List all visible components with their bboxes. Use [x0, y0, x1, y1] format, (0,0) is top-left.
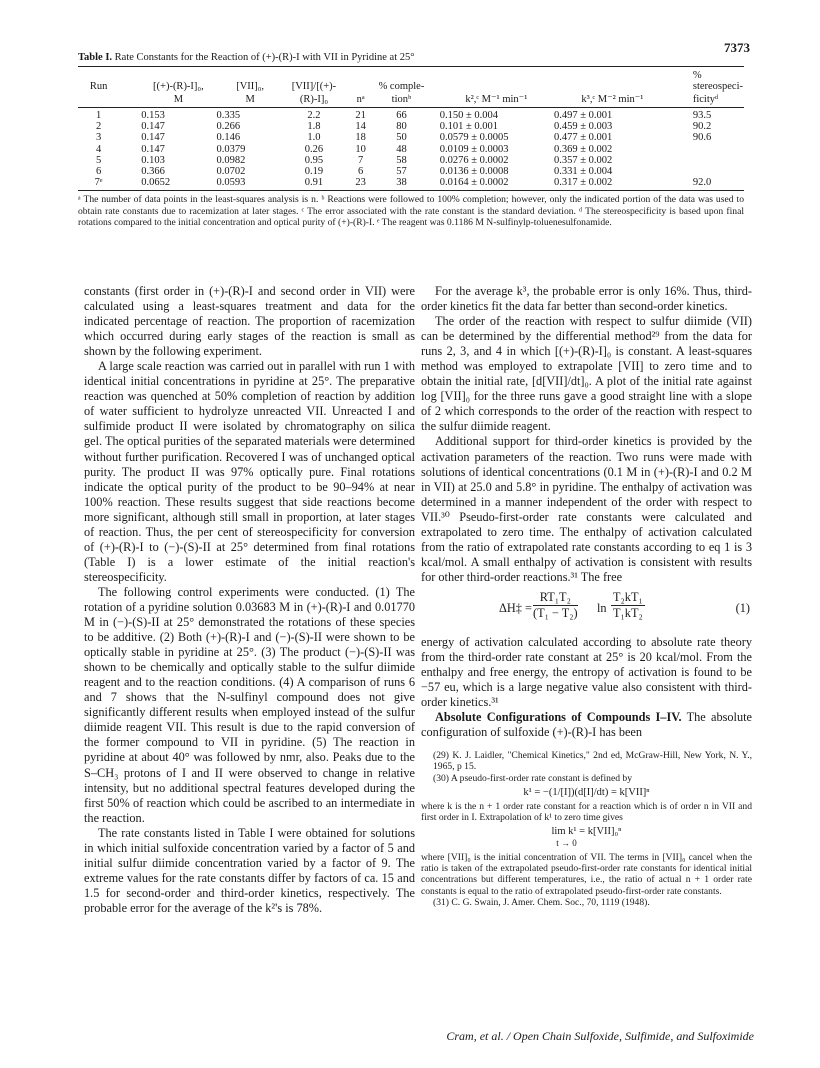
- equation-lhs: ΔH‡ =: [499, 600, 532, 615]
- column-header: (R)-I]₀: [284, 93, 344, 108]
- column-header-top: [(+)-(R)-I]₀,: [119, 67, 216, 94]
- table-cell: 0.147: [141, 132, 165, 144]
- table-cell: 80: [396, 121, 407, 133]
- table-body: [78, 108, 744, 191]
- table-cell: 0.19: [304, 166, 324, 178]
- table-cell: 0.0136 ± 0.0008: [439, 166, 509, 178]
- table-row: [78, 177, 744, 191]
- equation-number: (1): [735, 600, 750, 615]
- column-header: tionᵇ: [377, 93, 425, 108]
- table-cell: 2.2: [307, 110, 321, 121]
- table-row: [78, 121, 744, 132]
- paragraph: The order of the reaction with respect to sulfur diimide (VII) can be determined by the differential method²⁹ from the data for runs 2, 3, and 4 in which [(+)-(R)-I]₀ is constant. A least-squares method was employed to extrapolate [VII] to zero time and to obtain the initial rate, [d[VII]/dt]₀. A plot of the initial rate against log [VII]₀ for the three runs gave a good straight line with a slope of 2 which corresponds to the order of the reaction with respect to the sulfur diimide reagent.: [421, 314, 752, 434]
- table-label: Table I.: [78, 52, 113, 63]
- table-cell: 0.147: [141, 143, 165, 155]
- table-cell: 21: [355, 110, 366, 121]
- equation-numerator: T₂kT₁: [611, 590, 645, 606]
- table-cell: 0.0109 ± 0.0003: [439, 143, 509, 155]
- table-cell: 0.26: [304, 143, 324, 155]
- table-cell: 50: [396, 132, 407, 144]
- column-header: ficityᵈ: [671, 93, 744, 108]
- table-row: [78, 108, 744, 122]
- table-cell: 0.335: [216, 110, 241, 121]
- equation-1: [421, 590, 752, 630]
- section-heading: Absolute Configurations of Compounds I–IV.: [435, 710, 682, 725]
- reference-31: (31) C. G. Swain, J. Amer. Chem. Soc., 70, 1119 (1948).: [433, 896, 650, 908]
- table-caption: [78, 52, 744, 63]
- column-header: k²,ᶜ M⁻¹ min⁻¹: [426, 93, 554, 108]
- table-cell: 0.0579 ± 0.0005: [439, 132, 509, 144]
- equation-fraction-1: [533, 590, 578, 621]
- right-column: [421, 284, 752, 908]
- table-cell: 93.5: [692, 110, 712, 121]
- equation-ln: ln: [597, 600, 607, 615]
- table-cell: 0.153: [141, 110, 165, 121]
- left-column: [84, 284, 415, 916]
- table-block: [78, 52, 744, 229]
- paragraph: For the average k³, the probable error is only 16%. Thus, third-order kinetics fit the data far better than second-order kinetics.: [421, 284, 752, 314]
- column-header: nᵃ: [344, 93, 377, 108]
- table-cell: 7ᵉ: [78, 177, 119, 191]
- table-header-row-1: [78, 67, 744, 94]
- table-cell: 0.101 ± 0.001: [439, 121, 498, 133]
- table-cell: 0.477 ± 0.001: [554, 132, 613, 144]
- limit-subscript: t → 0: [556, 837, 577, 848]
- table-cell: 4: [96, 143, 102, 155]
- equation-denominator: (T₁ − T₂): [533, 605, 578, 620]
- table-cell: 10: [355, 143, 366, 155]
- column-header-top: [VII]/[(+)-: [284, 67, 344, 94]
- table-cell: 38: [377, 177, 425, 191]
- column-header: M: [216, 93, 283, 108]
- table-cell: 18: [355, 132, 366, 144]
- table-cell: 6: [96, 166, 102, 178]
- table-cell: 23: [344, 177, 377, 191]
- paragraph: Additional support for third-order kinetics is provided by the activation parameters of the reaction. Two runs were made with solutions of identical concentrations (0.1 M in (+)-(R)-I and 0.2 M in VII) at 25.0 and 5.8° in pyridine. The enthalpy of activation was determined in a manner independent of the order with respect to VII.³⁰ Pseudo-first-order rate constants were calculated and extrapolated to zero time. The enthalpy of activation calculated from the ratio of extrapolated rate constants according to eq 1 is 3 kcal/mol. A small enthalpy of activation is consistent with results for other third-order reactions.³¹ The free: [421, 434, 752, 584]
- table-cell: 0.317 ± 0.002: [554, 177, 671, 191]
- table-row: [78, 166, 744, 177]
- paragraph: The following control experiments were conducted. (1) The rotation of a pyridine solution 0.03683 M in (+)-(R)-I and 0.01770 M in (−)-(S)-II at 25° demonstrated the rotations of these species to be additive. (2) Both (+)-(R)-I and (−)-(S)-II were shown to be optically stable in pyridine at 25°. (3) The product (−)-(S)-II was shown to be chemically and optically stable to the sulfur diimide reagent and to the reaction conditions. (4) A comparison of runs 6 and 7 shows that the N-sulfinyl compound does not give significantly different results when employed instead of the sulfur diimide reagent VII. This result is due to the rapid conversion of the former compound to VII in pyridine. (5) The reaction in pyridine at about 40° was followed by nmr, also. Peaks due to the S–CH₃ protons of I and II were observed to change in relative intensity, but no additional spectral features developed during the first 50% of reaction which could be ascribed to an intermediate in the reaction.: [84, 584, 415, 825]
- table-cell: 0.369 ± 0.002: [554, 143, 613, 155]
- table-cell: 2: [96, 121, 102, 133]
- table-cell: 0.0276 ± 0.0002: [439, 154, 509, 166]
- table-cell: [671, 166, 744, 177]
- table-cell: 0.0702: [216, 166, 246, 178]
- table-footnotes: ᵃ The number of data points in the least-squares analysis is n. ᵇ Reactions were followed to 100% completion; however, only the indicated portion of the data was used to obtain rate constants due to racemization at later stages. ᶜ The error associated with the rate constant is the standard deviation. ᵈ The stereospecificity is based upon final rotations compared to the initial concentration and optical purity of (+)-(R)-I. ᵉ The reagent was 0.1186 M N-sulfinylp-toluenesulfonamide.: [78, 194, 744, 229]
- equation-fraction-2: [611, 590, 645, 621]
- paragraph: A large scale reaction was carried out in parallel with run 1 with identical initial concentrations in pyridine at 25°. The preparative reaction was quenched at 50% completion of reaction by addition of water sufficient to hydrolyze unreacted VII. Unreacted I and sulfimide product II were isolated by chromatography on silica gel. The optical purities of the separated materials were determined without further purification. Recovered I was of unchanged optical purity. The product II was 97% optically pure. Final rotations indicate the optical purity of the product to be 90–94% at near 100% reaction. These results suggest that side reactions become more significant, although still small in proportion, at later stages of reaction. Thus, the per cent of stereospecificity for conversion of (+)-(R)-I to (−)-(S)-II at 25° determined from final rotations (Table I) is a lower estimate of the initial reaction's stereospecificity.: [84, 359, 415, 584]
- table-cell: 0.0379: [216, 143, 246, 155]
- column-header: k³,ᶜ M⁻² min⁻¹: [554, 93, 671, 108]
- table-cell: 0.0982: [216, 154, 246, 166]
- table-cell: 0.146: [216, 132, 241, 144]
- table-cell: 57: [396, 166, 407, 178]
- table-cell: 5: [96, 154, 102, 166]
- section-paragraph: [421, 710, 752, 740]
- table-row: [78, 144, 744, 155]
- table-caption-text: Rate Constants for the Reaction of (+)-(R)-I with VII in Pyridine at 25°: [114, 52, 415, 63]
- table-cell: [671, 155, 744, 166]
- column-header-top: [VII]₀,: [216, 67, 283, 94]
- column-header-top: Run: [78, 67, 119, 94]
- reference-text: where [VII]₀ is the initial concentration of VII. The terms in [VII]₀ cancel when the ratio is taken of the extrapolated pseudo-first-order rate constants for identical initial concentrations but different temperatures, i.e., the ratio of actual n + 1 order rate constants is equal to the ratio of extrapolated pseudo-first-order rate constants.: [421, 851, 752, 897]
- table-cell: 1.0: [307, 132, 321, 144]
- paragraph: constants (first order in (+)-(R)-I and second order in VII) were calculated using a least-squares treatment and data for the indicated percentage of reaction. The proportion of racemization which occurred during early stages of the reaction is small as shown by the following experiment.: [84, 284, 415, 359]
- table-cell: [671, 144, 744, 155]
- table-cell: 1.8: [307, 121, 321, 133]
- equation-numerator: RT₁T₂: [533, 590, 578, 606]
- table-cell: 0.0652: [119, 177, 216, 191]
- table-cell: 1: [96, 110, 102, 121]
- reference-equation: k¹ = −(1/[I])(d[I]/dt) = k[VII]ⁿ: [523, 786, 650, 798]
- reference-29: (29) K. J. Laidler, "Chemical Kinetics," 2nd ed, McGraw-Hill, New York, N. Y., 1965, p 15.: [433, 750, 752, 773]
- column-header-top: [344, 67, 377, 94]
- rate-constants-table: [78, 66, 744, 191]
- table-cell: 0.331 ± 0.004: [554, 166, 613, 178]
- table-cell: 0.95: [304, 154, 324, 166]
- table-cell: 0.147: [141, 121, 165, 133]
- column-header: M: [119, 93, 216, 108]
- paragraph: energy of activation calculated according to absolute rate theory from the third-order rate constant at 25° is 20 kcal/mol. From the enthalpy and free energy, the entropy of activation is found to be −57 eu, which is a large negative value also consistent with third-order kinetics.³¹: [421, 634, 752, 710]
- equation-denominator: T₁kT₂: [613, 605, 643, 620]
- table-row: [78, 155, 744, 166]
- table-cell: 48: [396, 143, 407, 155]
- table-cell: 0.497 ± 0.001: [554, 110, 613, 121]
- table-cell: 14: [355, 121, 366, 133]
- column-header-top: % stereospeci-: [671, 67, 744, 94]
- page-number: 7373: [724, 40, 750, 55]
- table-cell: 0.366: [141, 166, 165, 178]
- limit-expression: lim k¹ = k[VII]₀ⁿ: [551, 826, 622, 838]
- section-text: The absolute configuration of sulfoxide (+)-(R)-I has been: [421, 710, 752, 740]
- reference-equation: [421, 826, 752, 848]
- reference-30: (30) A pseudo-first-order rate constant is defined by: [433, 772, 633, 784]
- column-header-top: [554, 67, 671, 94]
- table-cell: 0.91: [284, 177, 344, 191]
- table-cell: 90.2: [692, 121, 712, 133]
- table-cell: 0.150 ± 0.004: [439, 110, 498, 121]
- reference-text: where k is the n + 1 order rate constant for a reaction which is of order n in VII and first order in I. Extrapolation of k¹ to zero time gives: [421, 801, 752, 824]
- table-header-row-2: [78, 93, 744, 108]
- table-cell: 0.357 ± 0.002: [554, 154, 613, 166]
- page-footer: Cram, et al. / Open Chain Sulfoxide, Sulfimide, and Sulfoximide: [446, 1029, 754, 1043]
- table-cell: 0.0164 ± 0.0002: [426, 177, 554, 191]
- table-cell: 92.0: [671, 177, 744, 191]
- column-header-top: [426, 67, 554, 94]
- table-cell: 0.266: [216, 121, 241, 133]
- column-header: [78, 93, 119, 108]
- table-cell: 3: [96, 132, 102, 144]
- table-cell: 0.459 ± 0.003: [554, 121, 613, 133]
- references: [421, 750, 752, 908]
- table-cell: 6: [358, 166, 364, 178]
- table-row: [78, 132, 744, 143]
- table-cell: 0.0593: [216, 177, 283, 191]
- table-cell: 0.103: [141, 154, 165, 166]
- table-cell: 90.6: [692, 132, 712, 144]
- table-cell: 66: [396, 110, 407, 121]
- table-cell: 58: [396, 154, 407, 166]
- column-header-top: % comple-: [377, 67, 425, 94]
- table-cell: 7: [358, 154, 364, 166]
- paragraph: The rate constants listed in Table I were obtained for solutions in which initial sulfoxide concentration varied by a factor of 5 and initial sulfur diimide concentration varied by a factor of 9. The extreme values for the rate constants differ by factors of ca. 15 and 1.5 for second-order and third-order kinetics, respectively. The probable error for the average of the k²'s is 78%.: [84, 825, 415, 915]
